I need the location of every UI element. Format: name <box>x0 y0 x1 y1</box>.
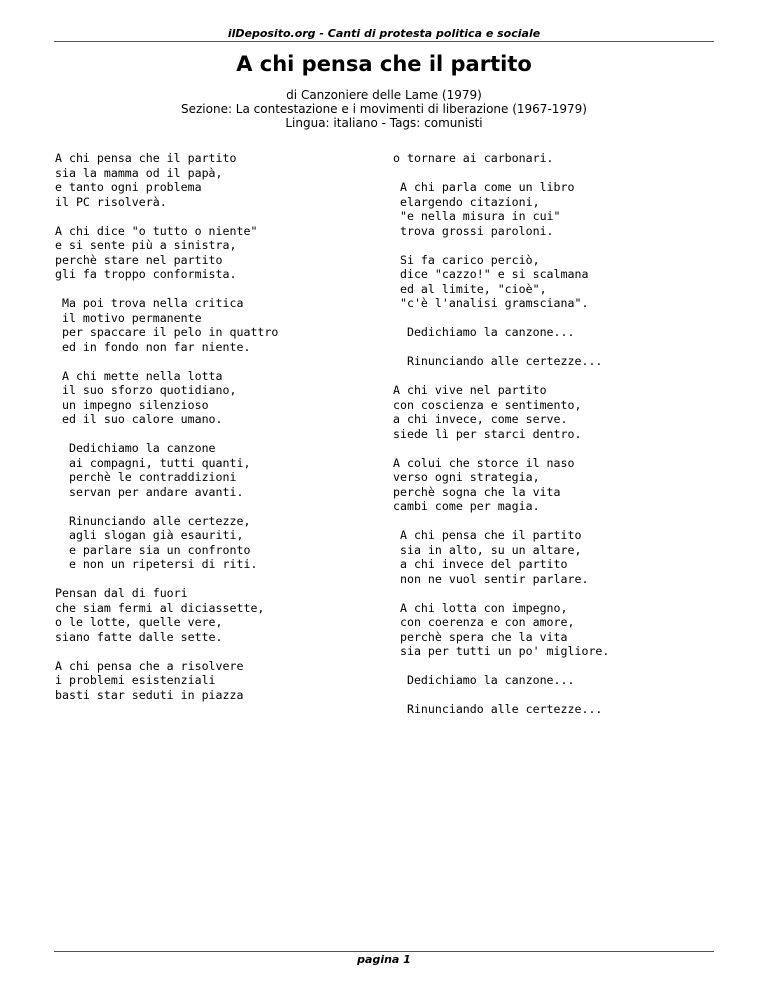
header-divider <box>54 41 714 42</box>
stanza: Si fa carico perciò, dice "cazzo!" e si scalmana ed al limite, "cioè", "c'è l'analisi gramsciana". <box>399 252 589 310</box>
lyrics-column-right <box>393 151 723 717</box>
song-section: Sezione: La contestazione e i movimenti di liberazione (1967-1979) <box>180 102 587 116</box>
stanza: A chi mette nella lotta il suo sforzo quotidiano, un impegno silenzioso ed il suo calore umano. <box>61 368 237 426</box>
stanza: Dedichiamo la canzone ai compagni, tutti quanti, perchè le contraddizioni servan per andare avanti. <box>68 441 251 499</box>
stanza: Ma poi trova nella critica il motivo permanente per spaccare il pelo in quattro ed in fondo non far niente. <box>61 296 279 354</box>
stanza: A chi parla come un libro elargendo citazioni, "e nella misura in cui" trova grossi paroloni. <box>399 180 575 238</box>
stanza: Rinunciando alle certezze... <box>393 354 603 368</box>
stanza: A chi pensa che il partito sia in alto, su un altare, a chi invece del partito non ne vuol sentir parlare. <box>399 528 589 586</box>
stanza: Pensan dal di fuori che siam fermi al diciassette, o le lotte, quelle vere, siano fatte dalle sette. <box>55 586 265 644</box>
song-meta <box>0 88 768 130</box>
footer-divider <box>54 951 714 952</box>
song-title: A chi pensa che il partito <box>236 52 532 76</box>
stanza: A chi lotta con impegno, con coerenza e con amore, perchè spera che la vita sia per tutti un po' migliore. <box>399 600 610 658</box>
stanza: o tornare ai carbonari. <box>393 151 554 165</box>
song-byline: di Canzoniere delle Lame (1979) <box>286 88 482 102</box>
stanza: A chi vive nel partito con coscienza e sentimento, a chi invece, come serve. siede lì per starci dentro. <box>393 383 582 441</box>
stanza: A chi pensa che il partito sia la mamma od il papà, e tanto ogni problema il PC risolverà. <box>55 151 237 209</box>
stanza: A chi dice "o tutto o niente" e si sente più a sinistra, perchè stare nel partito gli fa troppo conformista. <box>55 223 258 281</box>
stanza: Dedichiamo la canzone... <box>393 673 575 687</box>
page-number: pagina 1 <box>357 953 411 966</box>
lyrics-column-left <box>55 151 375 702</box>
stanza: Dedichiamo la canzone... <box>393 325 575 339</box>
stanza: A colui che storce il naso verso ogni strategia, perchè sogna che la vita cambi come per magia. <box>393 455 575 513</box>
site-header: ilDeposito.org - Canti di protesta politica e sociale <box>227 27 541 40</box>
stanza: Rinunciando alle certezze... <box>393 702 603 716</box>
song-language-tags: Lingua: italiano - Tags: comunisti <box>285 116 483 130</box>
stanza: A chi pensa che a risolvere i problemi esistenziali basti star seduti in piazza <box>55 658 244 702</box>
stanza: Rinunciando alle certezze, agli slogan già esauriti, e parlare sia un confronto e non un ripetersi di riti. <box>68 513 258 571</box>
